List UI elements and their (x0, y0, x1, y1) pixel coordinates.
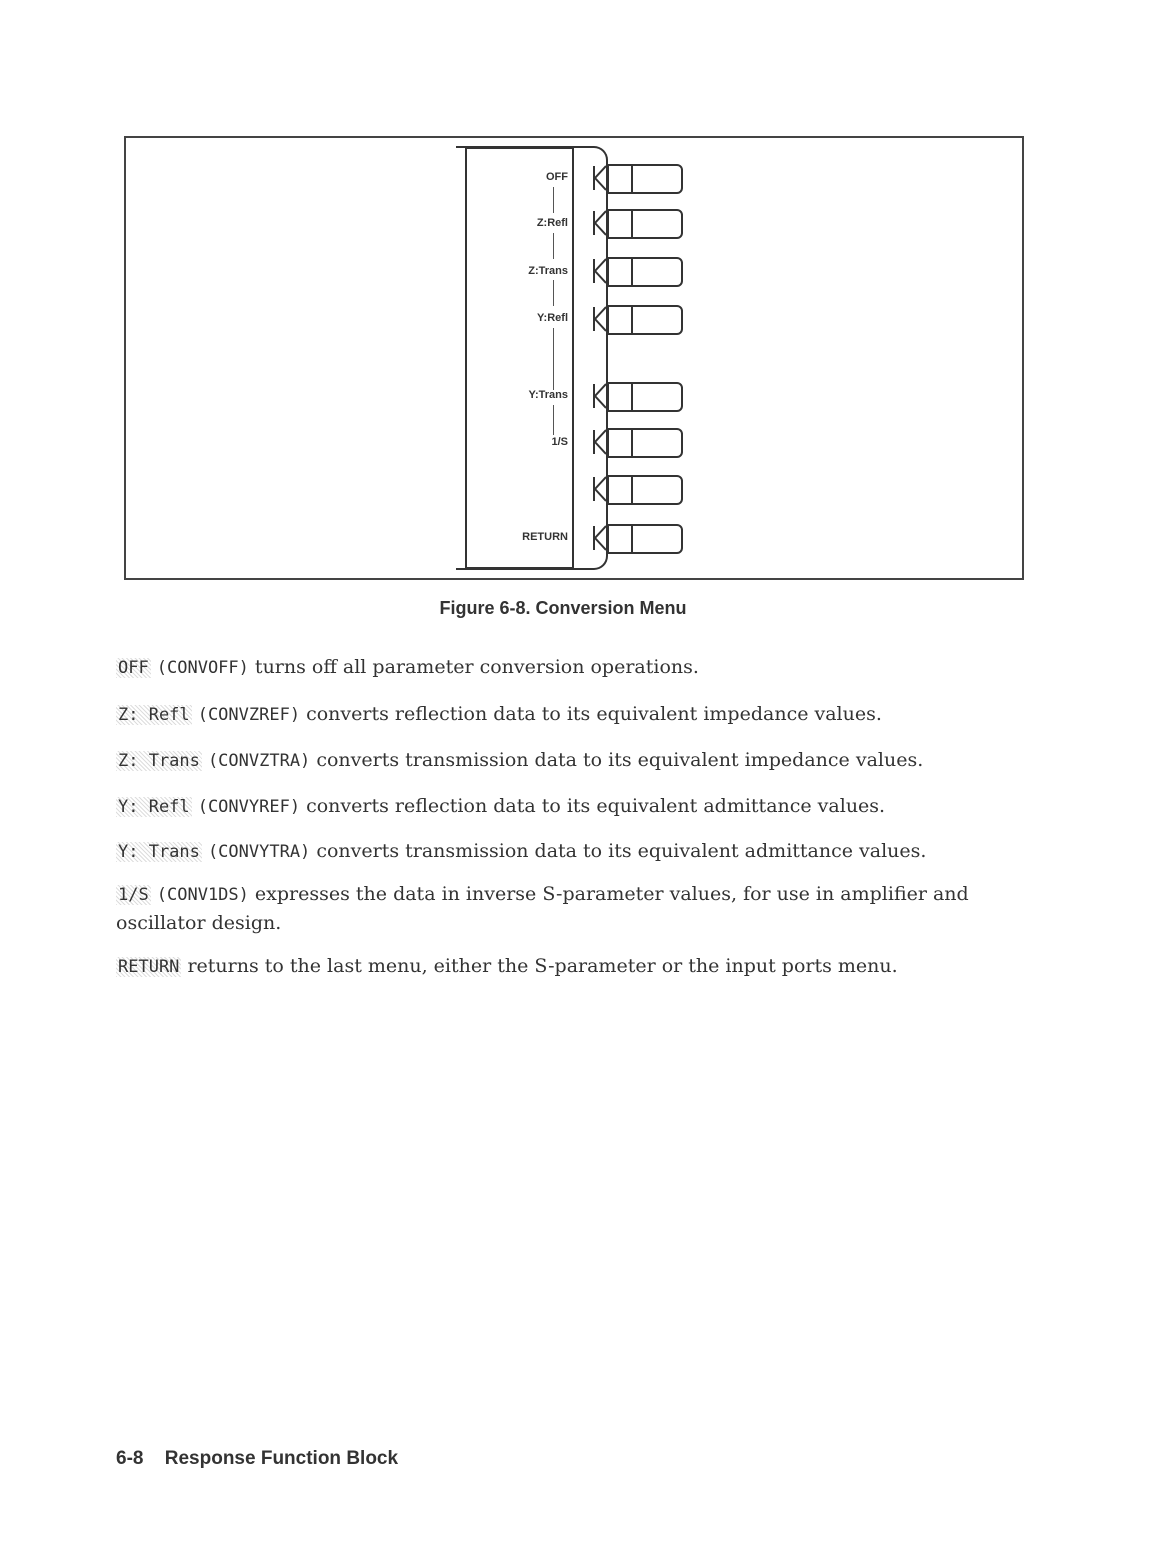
softkey-box (607, 475, 683, 505)
softkey-divider (631, 257, 633, 287)
definition-paragraph (116, 653, 996, 682)
softkey-divider (631, 475, 633, 505)
menu-label-y-refl: Y:Refl (537, 312, 568, 324)
softkey (592, 428, 682, 456)
menu-label-z-trans: Z:Trans (528, 265, 568, 277)
softkey-box (607, 428, 683, 458)
softkey-pointer-icon (592, 475, 606, 503)
softkey (592, 209, 682, 237)
softkey (592, 382, 682, 410)
softkey-pointer-icon (592, 305, 606, 333)
definition-paragraph (116, 837, 996, 866)
page-number: 6-8 (116, 1448, 144, 1469)
softkey-divider (631, 209, 633, 239)
softkey (592, 305, 682, 333)
softkey-name: RETURN (118, 957, 180, 977)
softkey-pointer-icon (592, 524, 606, 552)
softkey-box (607, 257, 683, 287)
softkey-divider (631, 382, 633, 412)
menu-label-y-trans: Y:Trans (528, 389, 568, 401)
softkey-box (607, 382, 683, 412)
softkey-box (607, 524, 683, 554)
softkey-pointer-icon (592, 428, 606, 456)
description-text: converts transmission data to its equivalent impedance values. (310, 749, 924, 771)
softkey-name: Y: Refl (118, 797, 190, 817)
softkey-divider (631, 164, 633, 194)
menu-connector-line (553, 405, 554, 435)
softkey-name: OFF (118, 658, 149, 678)
softkey-name: 1/S (118, 885, 149, 905)
definition-paragraph (116, 792, 996, 821)
description-text: expresses the data in inverse S-parameter values, for use in amplifier and oscillator design. (116, 883, 969, 934)
softkey-divider (631, 428, 633, 458)
softkey-pointer-icon (592, 164, 606, 192)
page-footer (116, 1448, 398, 1470)
description-text: turns off all parameter conversion operations. (248, 656, 699, 678)
softkey-name: Z: Trans (118, 751, 200, 771)
softkey-divider (631, 305, 633, 335)
softkey-box (607, 305, 683, 335)
command-mnemonic: (CONVYREF) (197, 797, 301, 817)
menu-label-off: OFF (546, 171, 568, 183)
description-text: converts reflection data to its equivalent impedance values. (300, 703, 882, 725)
menu-label-return: RETURN (522, 531, 568, 543)
softkey (592, 257, 682, 285)
softkey-pointer-icon (592, 209, 606, 237)
command-mnemonic: (CONV1DS) (156, 885, 249, 905)
command-mnemonic: (CONVOFF) (156, 658, 249, 678)
menu-connector-line (553, 280, 554, 306)
softkey (592, 524, 682, 552)
menu-label-z-refl: Z:Refl (536, 217, 568, 229)
definition-paragraph (116, 746, 996, 775)
menu-connector-line (553, 187, 554, 213)
description-text: returns to the last menu, either the S-parameter or the input ports menu. (181, 955, 898, 977)
definition-paragraph (116, 880, 996, 937)
softkey-box (607, 209, 683, 239)
command-mnemonic: (CONVYTRA) (207, 842, 311, 862)
command-mnemonic: (CONVZTRA) (207, 751, 311, 771)
section-title: Response Function Block (164, 1448, 399, 1469)
softkey-name: Z: Refl (118, 705, 190, 725)
definition-paragraph (116, 700, 996, 729)
softkey-divider (631, 524, 633, 554)
menu-connector-line (553, 328, 554, 390)
menu-connector-line (553, 233, 554, 259)
softkey (592, 164, 682, 192)
menu-label-1-s: 1/S (551, 436, 568, 448)
softkey-box (607, 164, 683, 194)
softkey (592, 475, 682, 503)
description-text: converts reflection data to its equivalent admittance values. (300, 795, 886, 817)
definition-paragraph (116, 952, 996, 981)
softkey-pointer-icon (592, 382, 606, 410)
conversion-menu-panel (465, 147, 574, 569)
figure-caption: Figure 6-8. Conversion Menu (439, 598, 687, 618)
description-text: converts transmission data to its equivalent admittance values. (310, 840, 927, 862)
command-mnemonic: (CONVZREF) (197, 705, 301, 725)
softkey-name: Y: Trans (118, 842, 200, 862)
softkey-pointer-icon (592, 257, 606, 285)
